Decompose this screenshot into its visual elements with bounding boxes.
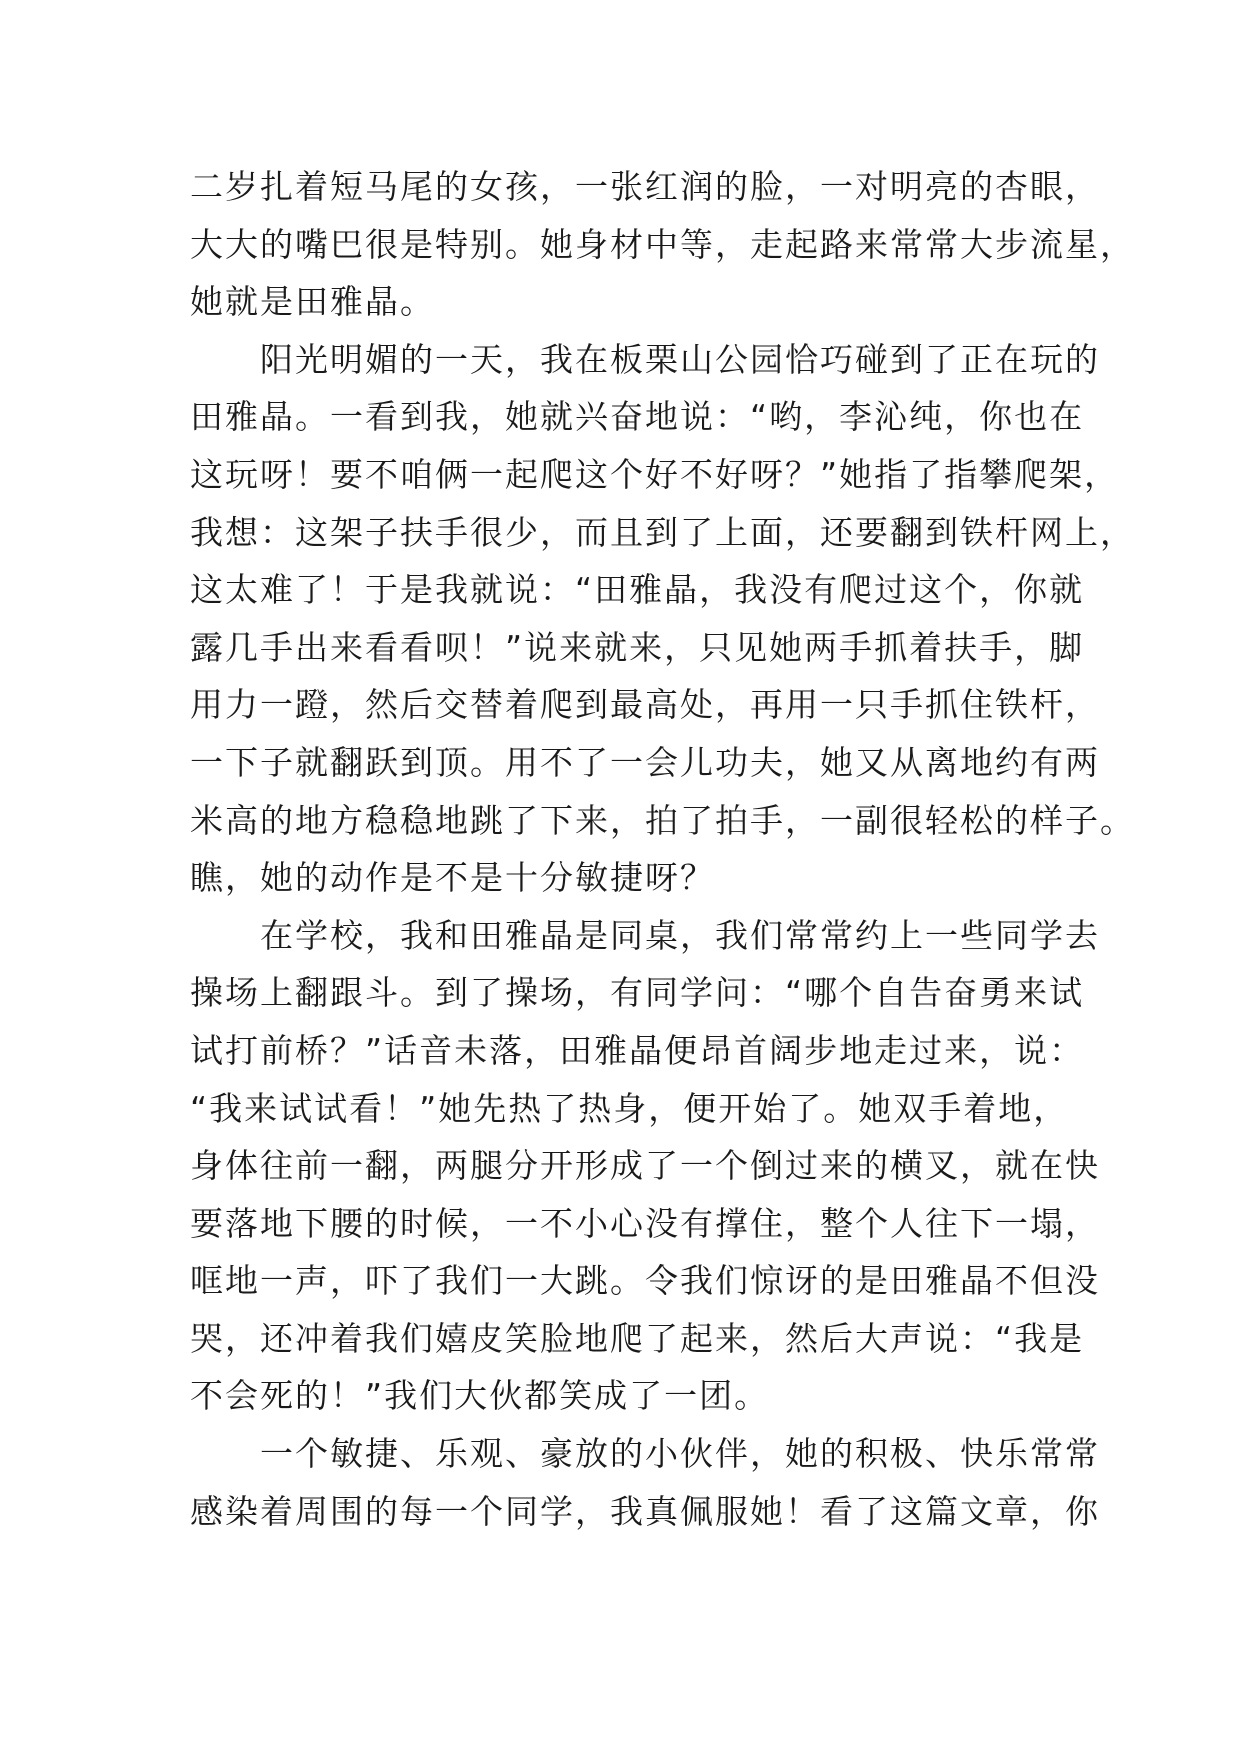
text-line: 哭，还冲着我们嬉皮笑脸地爬了起来，然后大声说：“我是 [190,1318,1085,1358]
text-line: 感染着周围的每一个同学，我真佩服她！看了这篇文章，你 [190,1491,1100,1531]
text-line: 哐地一声，吓了我们一大跳。令我们惊讶的是田雅晶不但没 [190,1261,1100,1301]
text-line: 二岁扎着短马尾的女孩，一张红润的脸，一对明亮的杏眼， [190,167,1100,206]
text-line: 用力一蹬，然后交替着爬到最高处，再用一只手抓住铁杆， [190,685,1100,725]
text-line: 不会死的！”我们大伙都笑成了一团。 [190,1376,770,1416]
text-line: 大大的嘴巴很是特别。她身材中等，走起路来常常大步流星， [190,224,1135,264]
text-line: 在学校，我和田雅晶是同桌，我们常常约上一些同学去 [190,915,1100,955]
text-line: 操场上翻跟斗。到了操场，有同学问：“哪个自告奋勇来试 [190,973,1085,1013]
text-line: 我想：这架子扶手很少，而且到了上面，还要翻到铁杆网上， [190,512,1135,552]
article-body [190,158,1135,1540]
text-line: 米高的地方稳稳地跳了下来，拍了拍手，一副很轻松的样子。 [190,800,1135,840]
text-line: 露几手出来看看呗！”说来就来，只见她两手抓着扶手，脚 [190,627,1085,667]
text-line: 这玩呀！要不咱俩一起爬这个好不好呀？”她指了指攀爬架， [190,454,1120,494]
text-line: 瞧，她的动作是不是十分敏捷呀？ [190,858,715,898]
text-line: 一个敏捷、乐观、豪放的小伙伴，她的积极、快乐常常 [190,1434,1100,1474]
text-line: 身体往前一翻，两腿分开形成了一个倒过来的横叉，就在快 [190,1146,1100,1186]
text-line: 她就是田雅晶。 [190,282,435,322]
text-line: “我来试试看！”她先热了热身，便开始了。她双手着地， [190,1088,1069,1128]
text-line: 试打前桥？”话音未落，田雅晶便昂首阔步地走过来，说： [190,1030,1085,1070]
text-line: 要落地下腰的时候，一不小心没有撑住，整个人往下一塌， [190,1203,1100,1243]
text-line: 阳光明媚的一天，我在板栗山公园恰巧碰到了正在玩的 [190,339,1100,379]
text-line: 一下子就翻跃到顶。用不了一会儿功夫，她又从离地约有两 [190,742,1100,782]
text-line: 这太难了！于是我就说：“田雅晶，我没有爬过这个，你就 [190,570,1085,610]
text-line: 田雅晶。一看到我，她就兴奋地说：“哟，李沁纯，你也在 [190,397,1085,437]
